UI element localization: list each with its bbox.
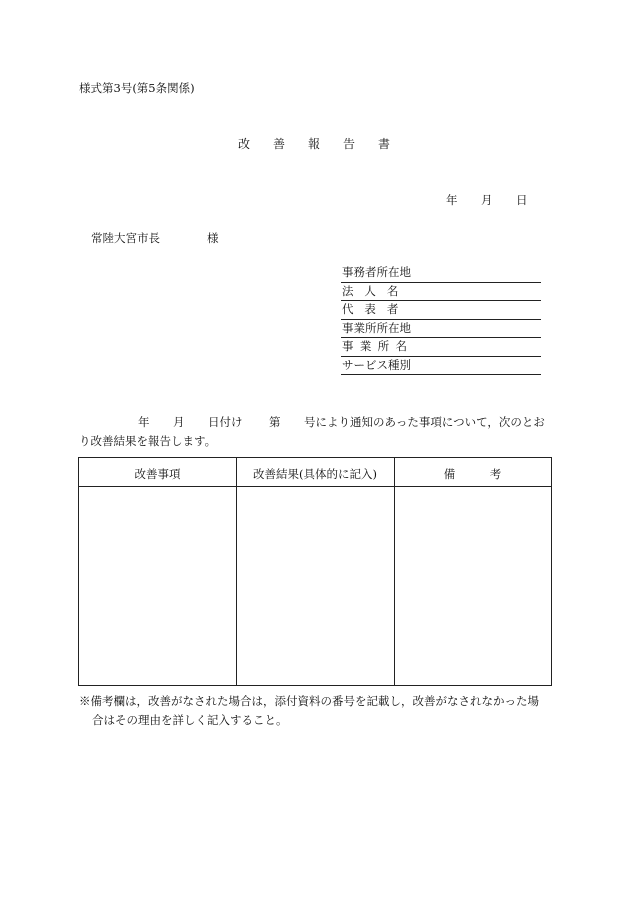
body-date-suffix: 日付け — [208, 415, 243, 429]
cell-remarks[interactable] — [395, 487, 551, 685]
header-improvement-results: 改善結果(具体的に記入) — [253, 467, 377, 481]
sender-field-label: 事業所所在地 — [342, 320, 411, 335]
body-rest: 号により通知のあった事項について，次のとお — [304, 415, 545, 429]
sender-field-label: 代表者 — [342, 302, 410, 316]
header-remarks: 備 考 — [443, 467, 502, 481]
cell-improvement-items[interactable] — [79, 487, 236, 685]
footnote-line-2: 合はその理由を詳しく記入すること。 — [92, 713, 288, 727]
body-year: 年 — [138, 415, 150, 429]
form-number: 様式第3号(第5条関係) — [79, 81, 195, 95]
body-text-line-1 — [79, 417, 545, 429]
body-text-line-2: り改善結果を報告します。 — [79, 434, 217, 448]
sender-field-label: 事業所名 — [342, 339, 414, 353]
body-month: 月 — [173, 415, 185, 429]
improvement-table — [78, 457, 552, 686]
sender-block — [341, 264, 541, 375]
title-char: 書 — [378, 137, 391, 151]
date-year-label: 年 — [446, 193, 458, 207]
title-char: 改 — [238, 137, 251, 151]
sender-field-label: 事務者所在地 — [342, 265, 411, 279]
footnote-line-1: ※備考欄は，改善がなされた場合は，添付資料の番号を記載し，改善がなされなかった場 — [79, 694, 539, 708]
header-improvement-items: 改善事項 — [134, 467, 181, 481]
date-line — [446, 195, 528, 207]
body-dai: 第 — [269, 415, 281, 429]
title-char: 告 — [343, 137, 356, 151]
recipient-name: 常陸大宮市長 — [91, 231, 160, 245]
sender-field-business-name[interactable] — [341, 338, 541, 357]
date-day-label: 日 — [516, 193, 528, 207]
sender-field-representative[interactable] — [341, 301, 541, 320]
sender-field-corporation-name[interactable] — [341, 283, 541, 302]
sender-field-office-address[interactable] — [341, 264, 541, 283]
date-month-label: 月 — [481, 193, 493, 207]
document-title — [238, 138, 390, 150]
cell-improvement-results[interactable] — [237, 487, 394, 685]
sender-field-label: 法人名 — [342, 283, 410, 298]
sender-field-service-type[interactable] — [341, 357, 541, 376]
sender-field-label: サービス種別 — [342, 357, 411, 372]
sender-field-business-address[interactable] — [341, 320, 541, 339]
recipient-honorific: 様 — [207, 231, 219, 245]
title-char: 善 — [273, 137, 286, 151]
title-char: 報 — [308, 137, 321, 151]
